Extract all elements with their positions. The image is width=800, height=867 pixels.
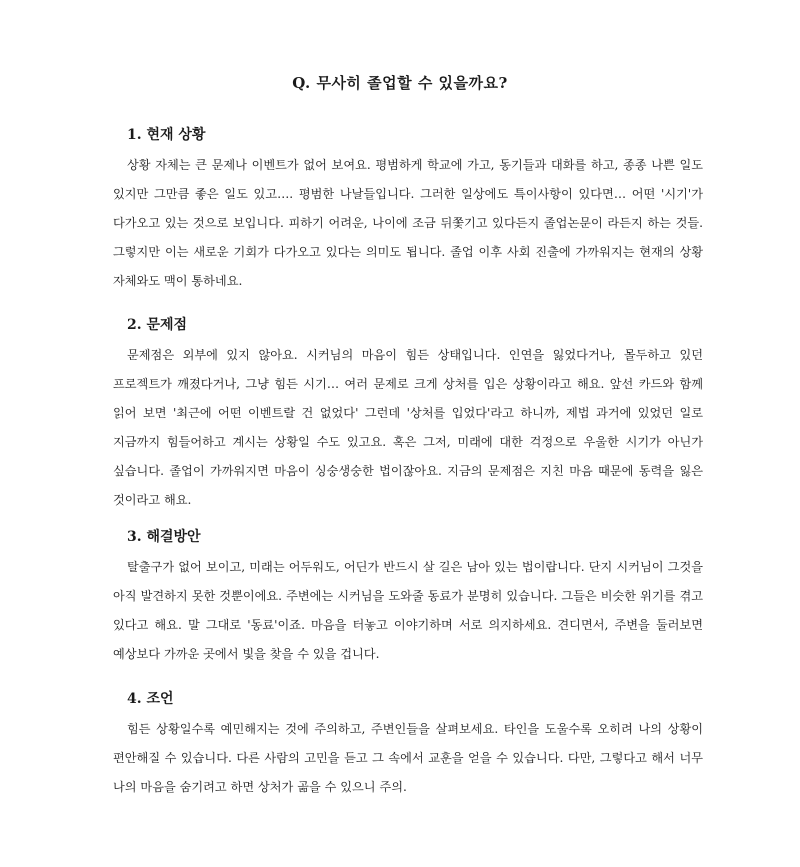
section-body: 힘든 상황일수록 예민해지는 것에 주의하고, 주변인들을 살펴보세요. 타인을 도울수록 오히려 나의 상황이 편안해질 수 있습니다. 다른 사람의 고민을 듣고 그 속에서 교훈을 얻을 수 있습니다. 다만, 그렇다고 해서 너무 나의 마음을 숨기려고 하면 상처가 곪을 수 있으니 주의. <box>113 722 703 794</box>
section-heading: 4. 조언 <box>127 691 174 707</box>
section-heading: 3. 해결방안 <box>127 529 201 545</box>
section-body: 문제점은 외부에 있지 않아요. 시커님의 마음이 힘든 상태입니다. 인연을 잃었다거나, 몰두하고 있던 프로젝트가 깨졌다거나, 그냥 힘든 시기… 여러 문제로 크게 상처를 입은 상황이라고 해요. 앞선 카드와 함께 읽어 보면 '최근에 어떤 이벤트랄 건 없었다' 그런데 '상처를 입었다'라고 하니까, 제법 과거에 있었던 일로 지금까지 힘들어하고 계시는 상황일 수도 있고요. 혹은 그저, 미래에 대한 걱정으로 우울한 시기가 아닌가 싶습니다. 졸업이 가까워지면 마음이 싱숭생숭한 법이잖아요. 지금의 문제점은 지친 마음 때문에 동력을 잃은 것이라고 해요. <box>113 348 703 507</box>
section-solution <box>113 527 703 669</box>
section-body: 탈출구가 없어 보이고, 미래는 어두워도, 어딘가 반드시 살 길은 남아 있는 법이랍니다. 단지 시커님이 그것을 아직 발견하지 못한 것뿐이에요. 주변에는 시커님을 도와줄 동료가 분명히 있습니다. 그들은 비슷한 위기를 겪고 있다고 해요. 말 그대로 '동료'이죠. 마음을 터놓고 이야기하며 서로 의지하세요. 견디면서, 주변을 둘러보면 예상보다 가까운 곳에서 빛을 찾을 수 있을 겁니다. <box>113 560 703 661</box>
section-current-situation <box>113 125 703 296</box>
section-body: 상황 자체는 큰 문제나 이벤트가 없어 보여요. 평범하게 학교에 가고, 동기들과 대화를 하고, 종종 나쁜 일도 있지만 그만큼 좋은 일도 있고…. 평범한 나날들입니다. 그러한 일상에도 특이사항이 있다면… 어떤 '시기'가 다가오고 있는 것으로 보입니다. 피하기 어려운, 나이에 조금 뒤쫓기고 있다든지 졸업논문이 라든지 하는 것들. 그렇지만 이는 새로운 기회가 다가오고 있다는 의미도 됩니다. 졸업 이후 사회 진출에 가까워지는 현재의 상황 자체와도 맥이 통하네요. <box>113 158 703 288</box>
section-heading: 2. 문제점 <box>127 317 188 333</box>
section-heading: 1. 현재 상황 <box>127 127 206 143</box>
document-title: Q. 무사히 졸업할 수 있을까요? <box>292 74 508 92</box>
section-advice <box>113 689 703 802</box>
section-problem <box>113 315 703 515</box>
